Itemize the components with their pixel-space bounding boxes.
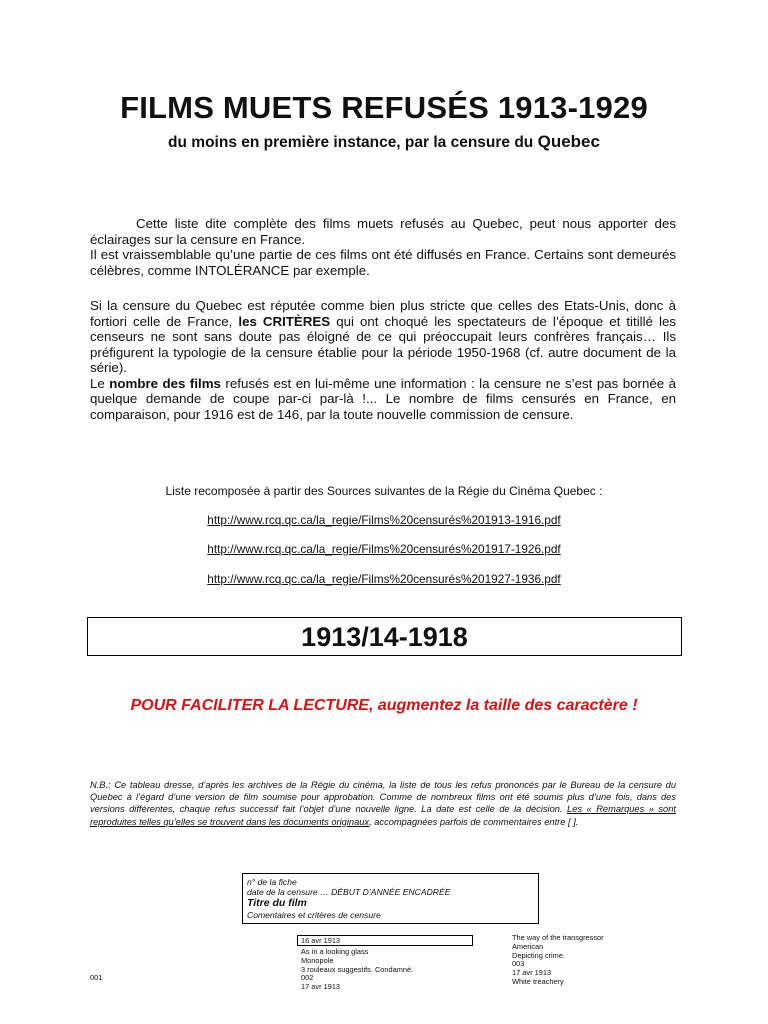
entry-b-company: American <box>512 941 544 951</box>
nb-text-a: N.B.: Ce tableau dresse, d’après les archives de la Régie du cinéma, la liste de tous les refus prononcés par le Bureau de la censure du Quebec à l’égard d’une version de film soumise pour approbation. Comme de nombreux films ont été soumis plus d’une fois, dans des versions différentes, chaque refus successif fait l’objet d’une nouvelle ligne. La date est celle de la décision. <box>90 780 676 815</box>
nb-underlined: Les « Remarques » sont reproduites telles qu’elles se trouvent dans les documents originaux <box>90 804 676 827</box>
entry-date-box: 16 avr 1913 <box>297 935 473 946</box>
page-title: FILMS MUETS REFUSÉS 1913-1929 <box>120 90 648 125</box>
source-link-3[interactable]: http://www.rcq.qc.ca/la_regie/Films%20censurés%201927-1936.pdf <box>207 572 561 586</box>
sources-intro: Liste recomposée à partir des Sources suivantes de la Régie du Cinéma Quebec : <box>165 484 603 498</box>
entry-number: 001 <box>90 973 103 982</box>
page-subtitle <box>0 132 768 152</box>
source-link-2[interactable]: http://www.rcq.qc.ca/la_regie/Films%20censurés%201917-1926.pdf <box>207 542 561 556</box>
intro-p2-text-b: qui ont choqué les spectateurs de l’époque et titillé les censeurs ne sont sans doute pas éloigné de ce qui préoccupait leurs confrères français… Ils préfigurent la typologie de la censure établie pour la période 1950-1968 (cf. autre document de la série). <box>90 313 676 375</box>
legend-title: Titre du film <box>247 897 307 909</box>
legend-line-4: Comentaires et critères de censure <box>247 910 381 920</box>
entry-a-comment: 3 rouleaux suggestifs. Condamné. <box>301 964 414 974</box>
entry-b-title: The way of the transgressor <box>512 933 604 942</box>
intro-criteres: les CRITÈRES <box>238 313 331 329</box>
subtitle-place: Quebec <box>537 132 600 151</box>
nb-note <box>90 779 676 828</box>
intro-line-2: Il est vraissemblable qu’une partie de ces films ont été diffusés en France. Certains sont demeurés célèbres, comme INTOLÉRANCE par exemple. <box>90 247 676 278</box>
entry-a-company: Monopole <box>301 955 334 965</box>
entry-b-next-date: 17 avr 1913 <box>512 968 552 978</box>
legend-line-1: n° de la fiche <box>247 877 297 887</box>
entry-b-next-number: 003 <box>512 959 525 969</box>
intro-p3-text-b: refusés est en lui-même une information : la censure ne s’est pas bornée à quelque demande de coupe par-ci par-là !... Le nombre de films censurés en France, en comparaison, pour 1916 est de 146, par la toute nouvelle commission de censure. <box>90 375 677 422</box>
legend-box <box>242 873 539 924</box>
subtitle-text: du moins en première instance, par la censure du <box>168 134 534 151</box>
entry-b <box>512 934 604 987</box>
entry-a-title: As in a looking glass <box>301 947 369 956</box>
reading-notice: POUR FACILITER LA LECTURE, augmentez la taille des caractère ! <box>130 697 638 714</box>
period-heading: 1913/14-1918 <box>87 617 682 656</box>
intro-nombre-films: nombre des films <box>109 375 221 391</box>
intro-paragraph-2 <box>90 298 676 422</box>
intro-line-1: Cette liste dite complète des films muets refusés au Quebec, peut nous apporter des éclairages sur la censure en France. <box>90 216 676 247</box>
entry-a <box>301 948 413 992</box>
source-link-1[interactable]: http://www.rcq.qc.ca/la_regie/Films%20censurés%201913-1916.pdf <box>207 513 561 527</box>
intro-paragraph-1 <box>90 216 676 278</box>
entry-b-next-title: White treachery <box>512 976 564 986</box>
intro-p3-text-a: Le <box>90 375 105 391</box>
intro-p2-text-a: Si la censure du Quebec est réputée comme bien plus stricte que celles des Etats-Unis, donc à fortiori celle de France, <box>90 298 676 329</box>
entry-a-next-number: 002 <box>301 973 314 983</box>
entry-b-comment: Depicting crime. <box>512 950 565 960</box>
entry-a-next-date: 17 avr 1913 <box>301 982 341 992</box>
legend-line-2: date de la censure … DÉBUT D’ANNÉE ENCADRÉE <box>247 887 451 897</box>
nb-text-b: , accompagnées parfois de commentaires entre [ ]. <box>369 816 579 827</box>
